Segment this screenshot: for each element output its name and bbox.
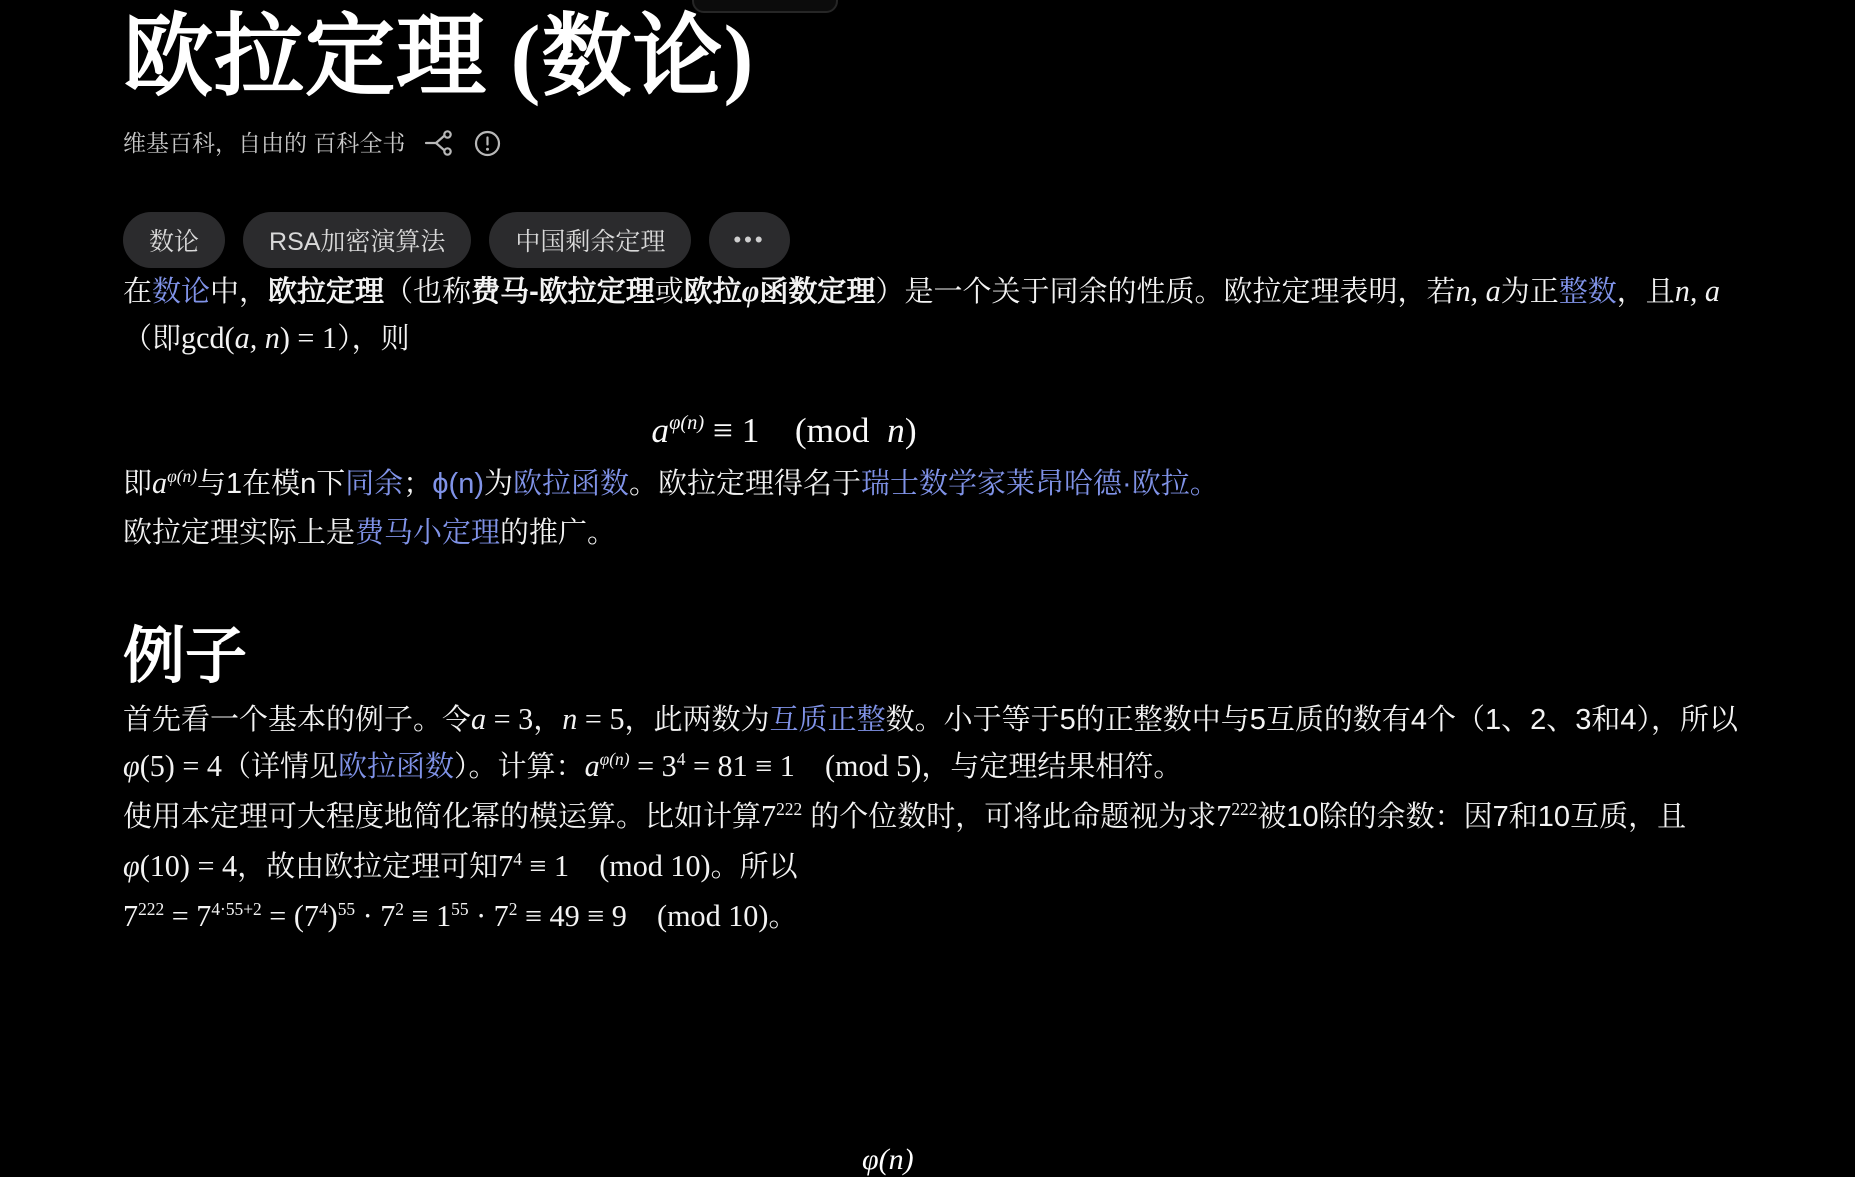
text-segment: a, n: [234, 321, 280, 355]
chip-number-theory[interactable]: 数论: [123, 212, 225, 268]
text-segment: = 7: [164, 899, 212, 933]
text-segment: 222: [138, 899, 165, 920]
topic-chips-row: [123, 212, 1745, 268]
text-segment: ），则: [337, 323, 410, 355]
text-segment: （详情见: [222, 751, 339, 783]
text-segment: 使用本定理可大程度地简化幂的模运算。比如计算: [123, 801, 762, 833]
text-segment: ≡ 49 ≡ 9 (mod 10): [517, 899, 769, 933]
text-segment: 首先看一个基本的例子。令: [123, 704, 472, 736]
text-segment: 与1在模n下: [197, 468, 346, 500]
article-header: [123, 0, 1745, 268]
text-segment: = 81 ≡ 1 (mod 5): [685, 749, 922, 783]
text-segment: ，与定理结果相符。: [921, 751, 1183, 783]
more-topics-button[interactable]: •••: [709, 212, 789, 268]
text-segment: 7: [123, 899, 139, 933]
text-segment: ；: [403, 468, 433, 500]
text-segment: (5) = 4: [139, 749, 223, 783]
text-segment: n: [562, 702, 578, 736]
text-segment: ）是一个关于同余的性质。欧拉定理表明，若: [875, 276, 1456, 308]
text-segment: ，此两数为: [624, 704, 770, 736]
inline-link[interactable]: 整数: [1558, 276, 1617, 308]
text-segment: 7: [761, 799, 777, 833]
inline-link[interactable]: 正整: [827, 704, 886, 736]
text-segment: 222: [776, 799, 803, 820]
text-segment: a: [471, 702, 487, 736]
text-segment: 7: [498, 849, 514, 883]
text-segment: = (7: [261, 899, 319, 933]
text-segment: 欧拉定理: [268, 276, 385, 308]
text-segment: = 5: [577, 702, 625, 736]
text-segment: 函数定理: [759, 276, 876, 308]
partial-formula-text: φ(n): [862, 1143, 914, 1176]
article-body: [123, 268, 1745, 943]
text-segment: φ: [741, 274, 760, 308]
text-segment: a: [584, 749, 600, 783]
text-segment: ，且: [1616, 276, 1675, 308]
text-segment: (mod: [759, 410, 888, 450]
text-segment: n: [887, 410, 905, 450]
text-segment: φ(n): [167, 466, 197, 487]
text-segment: ≡ 1: [704, 410, 760, 450]
inline-link[interactable]: 瑞士数学家莱昂哈德·欧拉。: [861, 468, 1219, 500]
text-segment: 为正: [1500, 276, 1559, 308]
text-segment: 7: [1216, 799, 1232, 833]
text-segment: ≡ 1: [404, 899, 452, 933]
inline-link[interactable]: 互质: [769, 704, 828, 736]
example-basic-paragraph: [123, 696, 1745, 793]
text-segment: = 3: [486, 702, 534, 736]
text-segment: 2: [395, 899, 404, 920]
share-nodes-icon[interactable]: [423, 129, 455, 157]
text-segment: ≡ 1 (mod 10): [521, 849, 711, 883]
text-segment: = 3: [629, 749, 677, 783]
text-segment: 费马-欧拉定理: [471, 276, 655, 308]
text-segment: 4: [513, 849, 522, 870]
intro-paragraph: [123, 268, 1745, 362]
text-segment: 。: [768, 901, 798, 933]
page-title: 欧拉定理 (数论): [123, 8, 755, 107]
text-segment: 欧拉: [683, 276, 742, 308]
inline-link[interactable]: 同余: [345, 468, 404, 500]
text-segment: 55: [451, 899, 469, 920]
text-segment: 的个位数时，可将此命题视为求: [802, 801, 1217, 833]
text-segment: 4·55+2: [211, 899, 262, 920]
text-segment: 数。小于等于5的正整数中与5互质的数有4个（1、2、3和4），所以: [885, 704, 1738, 736]
text-segment: ，: [533, 704, 563, 736]
text-segment: ): [904, 410, 917, 450]
subtitle-row: [123, 128, 1745, 158]
text-segment: （也称: [384, 276, 472, 308]
inline-link[interactable]: ϕ(n): [432, 468, 484, 500]
info-circle-icon[interactable]: [473, 129, 502, 158]
chip-rsa[interactable]: RSA加密演算法: [243, 212, 471, 268]
site-tagline: 维基百科，自由的 百科全书: [123, 130, 406, 156]
text-segment: ）。计算：: [454, 751, 585, 783]
text-segment: 被10除的余数：因7和10互质，且: [1257, 801, 1687, 833]
text-segment: a: [651, 410, 670, 450]
text-segment: 或: [654, 276, 684, 308]
text-segment: 2: [508, 899, 518, 920]
text-segment: 中，: [210, 276, 269, 308]
inline-link[interactable]: 费马小定理: [355, 517, 501, 549]
text-segment: 222: [1231, 799, 1258, 820]
text-segment: · 7: [468, 899, 509, 933]
text-segment: n, a: [1674, 274, 1720, 308]
inline-link[interactable]: 欧拉函数: [338, 751, 455, 783]
text-segment: （即: [123, 323, 182, 355]
text-segment: gcd(: [181, 321, 235, 355]
text-segment: 的推广。: [500, 517, 617, 549]
text-segment: ) = 1: [279, 321, 338, 355]
text-segment: 欧拉定理实际上是: [123, 517, 356, 549]
generalization-paragraph: [123, 510, 1745, 556]
text-segment: 即: [123, 468, 153, 500]
text-segment: n, a: [1455, 274, 1501, 308]
section-heading-examples: 例子: [123, 623, 248, 691]
text-segment: ，故由欧拉定理可知: [237, 851, 499, 883]
text-segment: ): [327, 899, 338, 933]
text-segment: 。所以: [710, 851, 798, 883]
text-segment: 4: [676, 749, 686, 770]
euler-theorem-display-formula: [123, 406, 1445, 460]
text-segment: 55: [337, 899, 356, 920]
text-segment: φ(n): [669, 412, 705, 435]
text-segment: φ(n): [599, 749, 630, 770]
text-segment: 在: [123, 276, 153, 308]
text-segment: φ: [123, 749, 140, 783]
text-segment: φ: [123, 849, 140, 883]
text-segment: 4: [318, 899, 328, 920]
text-segment: a: [152, 466, 168, 500]
text-segment: (10) = 4: [139, 849, 238, 883]
chip-crt[interactable]: 中国剩余定理: [489, 212, 691, 268]
inline-link[interactable]: 数论: [152, 276, 211, 308]
text-segment: · 7: [355, 899, 396, 933]
inline-link[interactable]: 欧拉函数: [513, 468, 630, 500]
text-segment: 。欧拉定理得名于: [629, 468, 862, 500]
cutoff-formula-fragment: [862, 1143, 952, 1176]
example-power-mod-paragraph: [123, 793, 1745, 943]
congruence-explanation-paragraph: [123, 460, 1745, 510]
text-segment: 为: [483, 468, 513, 500]
